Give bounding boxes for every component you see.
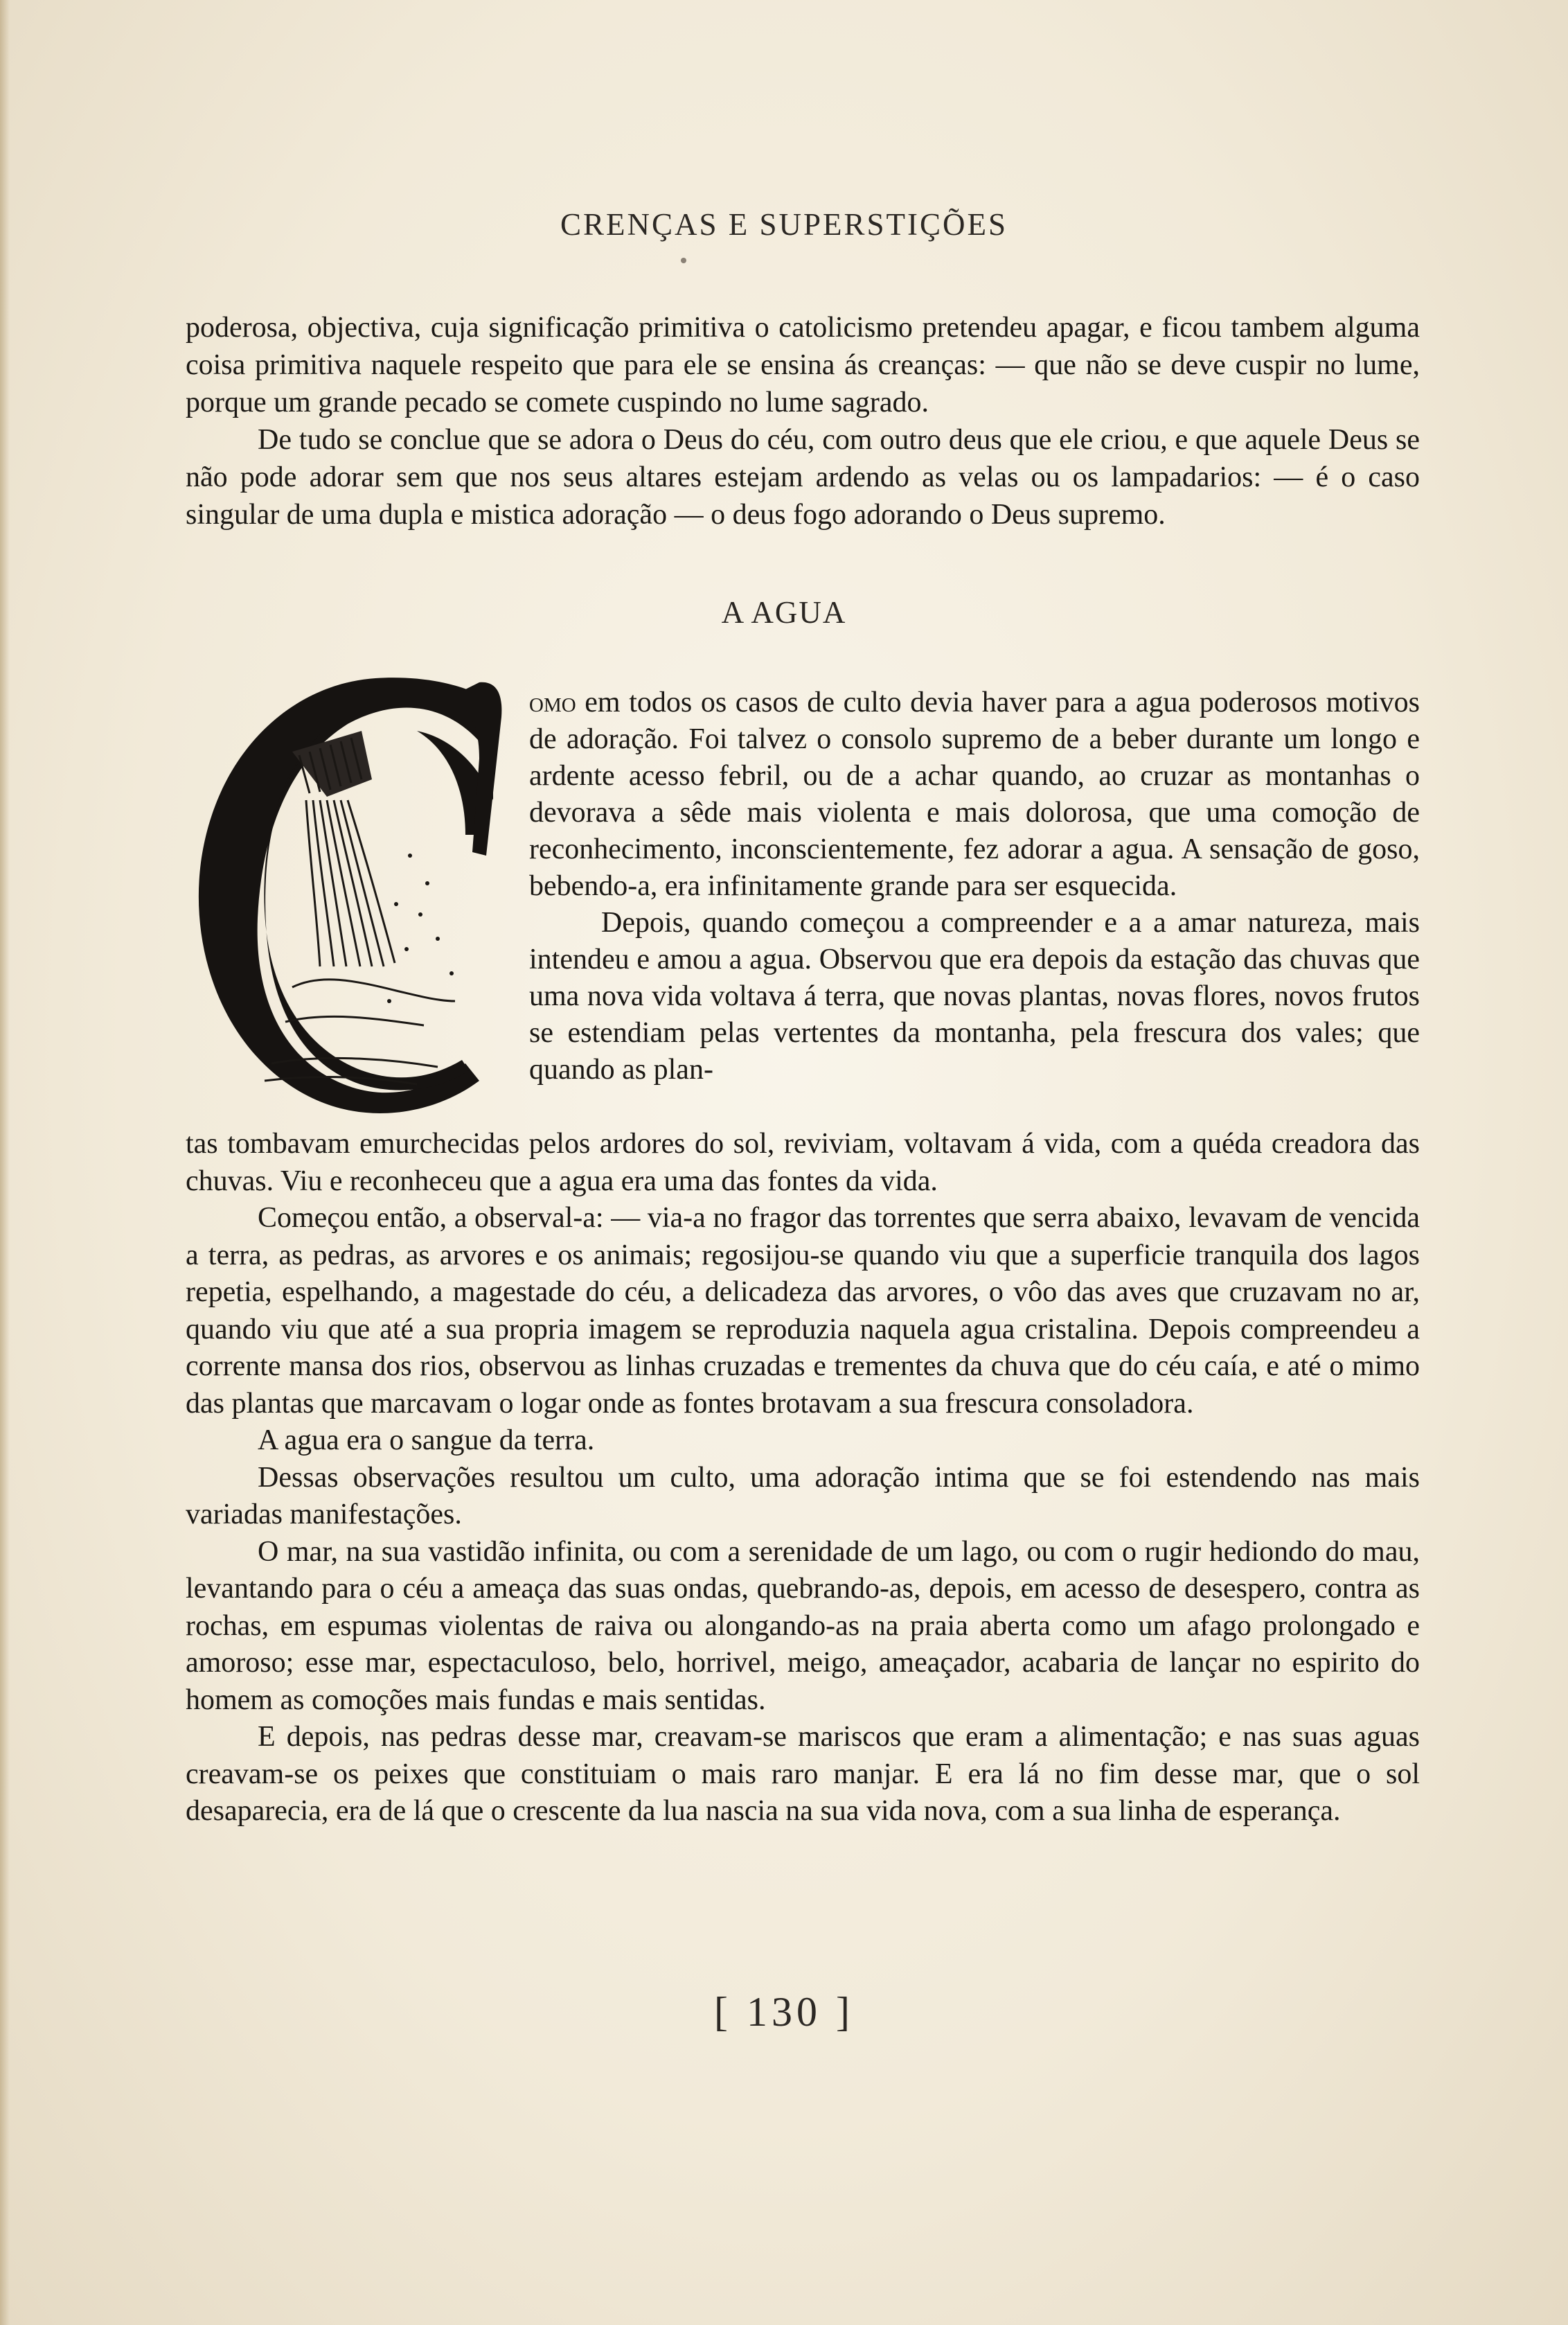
paragraph-continuation: tas tombavam emurchecidas pelos ardores do sol, reviviam, voltavam á vida, com a quéda creadora das chuvas. Viu e reconheceu que a agua era uma das fontes da vida.: [186, 1128, 1420, 1197]
second-paragraph-start: Depois, quando começou a compreender e a a amar natureza, mais intendeu e amou a agua. Observou que era depois da estação das chuvas que uma nova vida voltava á terra, que novas plantas, novas flores, novos frutos se estendiam pelas vertentes da montanha, pela frescura dos vales; que quando as plan-: [529, 907, 1420, 1086]
intro-paragraph-2: De tudo se conclue que se adora o Deus do céu, com outro deus que ele criou, e que aquele Deus se não pode adorar sem que nos seus altares estejam ardendo as velas ou os lampadarios: — é o caso singular de uma dupla e mistica adoração — o deus fogo adorando o Deus supremo.: [186, 424, 1420, 531]
page-number: [ 130 ]: [714, 1989, 854, 2035]
paragraph-mariscos: E depois, nas pedras desse mar, creavam-se mariscos que eram a alimentação; e nas suas aguas creavam-se os peixes que constituiam o mais raro manjar. E era lá no fim desse mar, que o sol desaparecia, era de lá que o crescente da lua nascia na sua vida nova, com a sua linha de esperança.: [186, 1721, 1420, 1827]
ornament-dot: [681, 258, 686, 263]
first-paragraph: [529, 684, 1420, 905]
body-text: [186, 1126, 1420, 1830]
paragraph-observal: Começou então, a observal-a: — via-a no fragor das torrentes que serra abaixo, levavam de vencida a terra, as pedras, as arvores e os animais; regosijou-se quando viu que a superficie tranquila dos lagos repetia, espelhando, a magestade do céu, a delicadeza das arvores, o vôo das aves que cruzavam no ar, quando viu que até a sua propria imagem se reproduzia naquela agua cristalina. Depois compreendeu a corrente mansa dos rios, observou as linhas cruzadas e trementes da chuva que do céu caía, e até o mimo das plantas que marcavam o logar onde as fontes brotavam a sua frescura consoladora.: [186, 1202, 1420, 1420]
dropcap-rest: omo: [529, 687, 576, 718]
page-edge-shadow: [0, 0, 10, 2325]
intro-text: [186, 309, 1420, 533]
paragraph-culto: Dessas observações resultou um culto, uma adoração intima que se foi estendendo nas mais variadas manifestações.: [186, 1461, 1420, 1530]
running-head: CRENÇAS E SUPERSTIÇÕES: [560, 207, 1008, 242]
paragraph-mar: O mar, na sua vastidão infinita, ou com a serenidade de um lago, ou com o rugir hediondo do mau, levantando para o céu a ameaça das suas ondas, quebrando-as, depois, em acesso de desespero, contra as rochas, em espumas violentas de raiva ou alongando-as na praia aberta como um afago prolongado e amoroso; esse mar, espectaculoso, belo, horrivel, meigo, ameaçador, acabaria de lançar no espirito do homem as comoções mais fundas e mais sentidas.: [186, 1535, 1420, 1716]
paragraph-sangue: A agua era o sangue da terra.: [258, 1424, 595, 1456]
first-paragraph-text: em todos os casos de culto devia haver para a agua poderosos motivos de adoração. Foi talvez o consolo supremo de a beber durante um longo e ardente acesso febril, ou de a achar quando, ao cruzar as montanhas o devorava a sêde mais violenta e mais dolorosa, que uma comoção de reconhecimento, inconscientemente, fez adorar a agua. A sensação de goso, bebendo-a, era infinitamente grande para ser esquecida.: [529, 687, 1420, 902]
intro-paragraph-1: poderosa, objectiva, cuja significação primitiva o catolicismo pretendeu apagar, e ficou tambem alguma coisa primitiva naquele respeito que para ele se ensina ás creanças: — que não se deve cuspir no lume, porque um grande pecado se comete cuspindo no lume sagrado.: [186, 312, 1420, 418]
section-title: A AGUA: [721, 595, 847, 630]
dropcap-paragraph-block: [529, 684, 1420, 1088]
illustrated-dropcap-c: [188, 675, 507, 1119]
